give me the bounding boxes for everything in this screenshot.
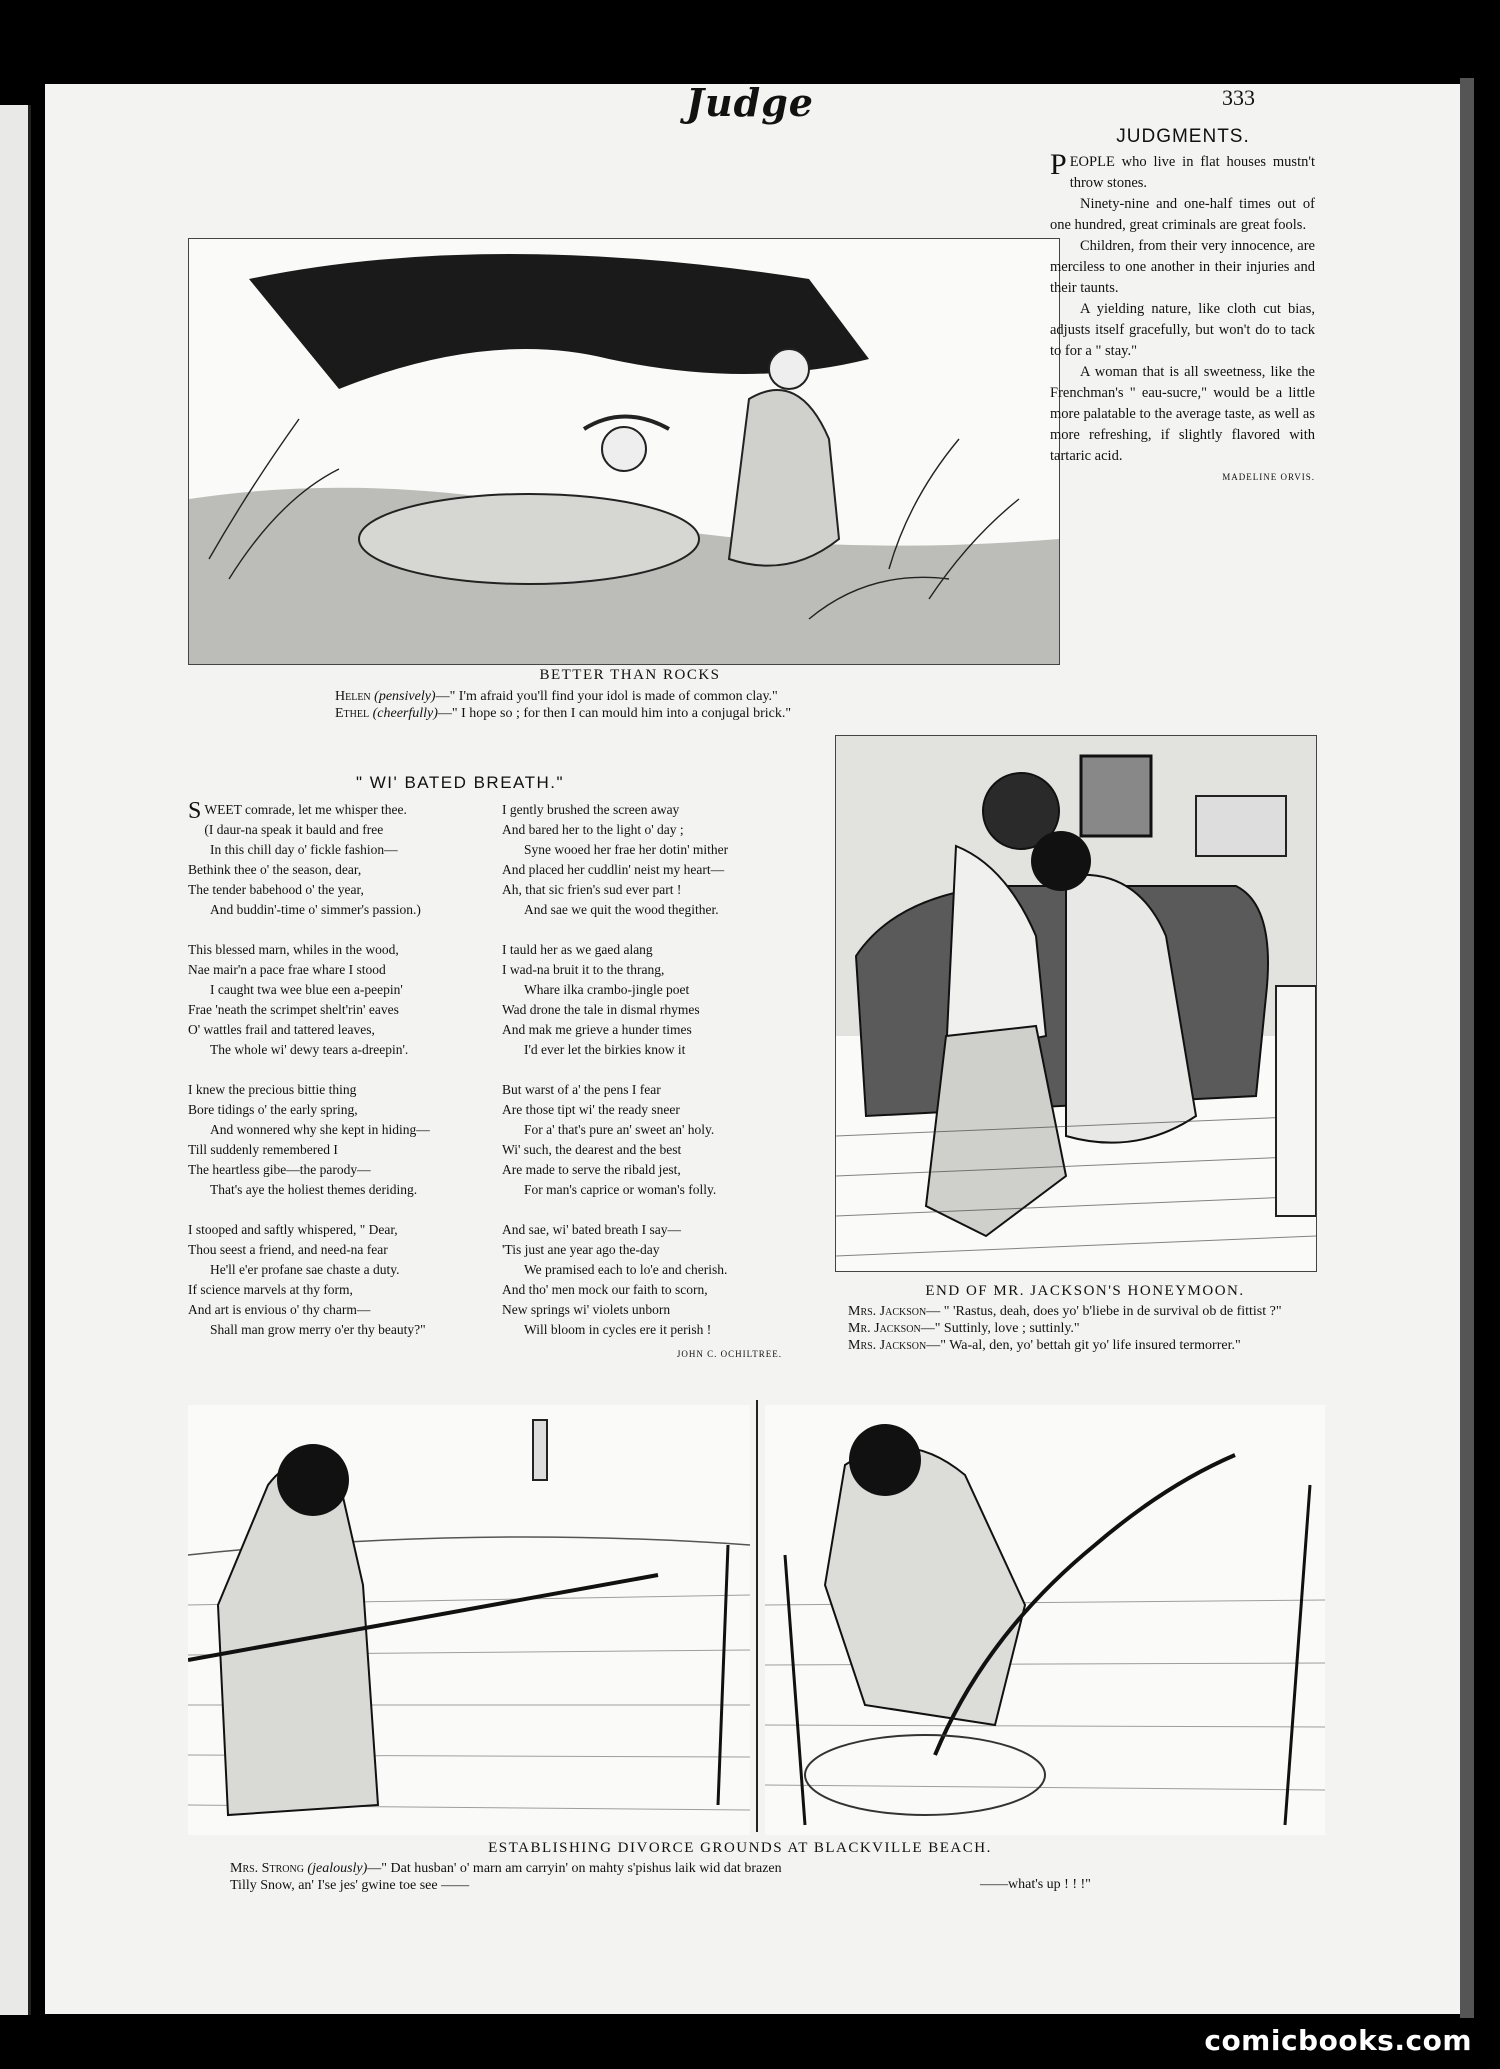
poem-stanza [188,940,488,1060]
poem-line: Thou seest a friend, and need-na fear [188,1242,388,1257]
poem-line: I stooped and saftly whispered, " Dear, [188,1222,398,1237]
poem-line: Nae mair'n a pace frae whare I stood [188,962,386,977]
poem-line: And sae, wi' bated breath I say— [502,1222,682,1237]
poem-stanza [502,1220,802,1340]
poem-line: I gently brushed the screen away [502,802,680,817]
judgments-paragraph: PEOPLE who live in flat houses mustn't throw stones. [1050,148,1315,191]
better-than-rocks-title: BETTER THAN ROCKS [539,667,721,683]
poem-line: And wonnered why she kept in hiding— [210,1122,430,1137]
beach-panel-right [765,1405,1325,1835]
poem-line: New springs wi' violets unborn [502,1302,671,1317]
poem-line: We pramised each to lo'e and cherish. [524,1262,728,1277]
dialog-line [335,688,975,705]
poem-stanza [502,800,802,920]
poem-line: I caught twa wee blue een a-peepin' [210,982,403,997]
dialog-direction: (pensively) [374,689,436,704]
honeymoon-illustration [835,735,1317,1272]
beach-dialog-left [230,1860,790,1894]
dialog-speaker: Mrs. Jackson [848,1338,927,1353]
poem-line: For man's caprice or woman's folly. [524,1182,717,1197]
drop-cap: P [1050,148,1067,181]
poem-line: O' wattles frail and tattered leaves, [188,1022,375,1037]
poem-line: But warst of a' the pens I fear [502,1082,661,1097]
dialog-speaker: Mrs. Jackson [848,1304,927,1319]
dialog-line [335,705,975,722]
poem-line: I knew the precious bittie thing [188,1082,357,1097]
poem-line: I'd ever let the birkies know it [524,1042,686,1057]
facing-page-edge [0,105,31,2015]
poem-line: And mak me grieve a hunder times [502,1022,692,1037]
judgments-paragraph: A woman that is all sweetness, like the Frenchman's " eau-sucre," would be a little more palatable to the average taste, as well as more refreshing, if slightly flavored with tartaric acid. [1050,364,1315,464]
poem-line: Wi' such, the dearest and the best [502,1142,682,1157]
better-than-rocks-illustration [188,238,1060,665]
poem-line: If science marvels at thy form, [188,1282,353,1297]
dialog-speaker: Helen [335,689,371,704]
dialog-speaker: Mrs. Strong [230,1861,304,1876]
poem-line: And placed her cuddlin' neist my heart— [502,862,725,877]
judgments-paragraph: Children, from their very innocence, are merciless to one another in their injuries and their taunts. [1050,238,1315,296]
beach-dialog-right: ——what's up ! ! !" [980,1877,1091,1892]
drop-cap: S [188,798,202,824]
poem-line: He'll e'er profane sae chaste a duty. [210,1262,400,1277]
poem-line: SWEET comrade, let me whisper thee. [188,798,407,824]
poem-line: Frae 'neath the scrimpet shelt'rin' eaves [188,1002,399,1017]
poem-line: And buddin'-time o' simmer's passion.) [210,902,421,917]
poem-line: And sae we quit the wood thegither. [524,902,719,917]
page-binding-edge [1460,78,1474,2018]
poem-line: The whole wi' dewy tears a-dreepin'. [210,1042,409,1057]
poem-line: Are those tipt wi' the ready sneer [502,1102,680,1117]
poem-line: And tho' men mock our faith to scorn, [502,1282,708,1297]
judgments-paragraph: Ninety-nine and one-half times out of one hundred, great criminals are great fools. [1050,196,1315,233]
poem-line: Bethink thee o' the season, dear, [188,862,362,877]
masthead: Judge [686,80,814,125]
poem-line: I tauld her as we gaed alang [502,942,653,957]
poem-stanza [188,800,488,920]
dialog-text: —" I hope so ; for then I can mould him into a conjugal brick." [437,706,792,721]
poem-left-column [188,800,488,1360]
poem-line: This blessed marn, whiles in the wood, [188,942,399,957]
poem-line: For a' that's pure an' sweet an' holy. [524,1122,715,1137]
dialog-text: —" Dat husban' o' marn am carryin' on mahty s'pishus laik wid dat brazen Tilly Snow, an' I'se jes' gwine toe see —— [230,1861,782,1893]
dialog-direction: (jealously) [307,1861,368,1876]
better-than-rocks-dialog [335,688,975,722]
dialog-speaker: Mr. Jackson [848,1321,921,1336]
poem-line: Ah, that sic frien's sud ever part ! [502,882,682,897]
dialog-text: —" Suttinly, love ; suttinly." [920,1321,1080,1336]
poem-stanza [502,940,802,1060]
dialog-text: — " 'Rastus, deah, does yo' b'liebe in de survival ob de fittist ?" [926,1304,1282,1319]
poem-line: Syne wooed her frae her dotin' mither [524,842,729,857]
poem-line: Till suddenly remembered I [188,1142,338,1157]
poem-line: Will bloom in cycles ere it perish ! [524,1322,712,1337]
poem-line: Are made to serve the ribald jest, [502,1162,681,1177]
dialog-line [818,1320,1328,1337]
poem-line: And bared her to the light o' day ; [502,822,684,837]
poem-line: The heartless gibe—the parody— [188,1162,371,1177]
poem-line: (I daur-na speak it bauld and free [204,822,384,837]
poem-line: The tender babehood o' the year, [188,882,364,897]
poem-right-column [502,800,802,1364]
page-number: 333 [1222,85,1255,110]
poem-title: " WI' BATED BREATH." [355,773,565,792]
judgments-signature: MADELINE ORVIS. [1222,472,1315,482]
judgments-title: JUDGMENTS. [1116,126,1250,147]
poem-line: 'Tis just ane year ago the-day [502,1242,660,1257]
poem-line: Whare ilka crambo-jingle poet [524,982,690,997]
dialog-line [818,1303,1328,1320]
poem-line: Shall man grow merry o'er thy beauty?" [210,1322,426,1337]
beach-panel-left [188,1405,750,1835]
dialog-text: —" Wa-al, den, yo' bettah git yo' life insured termorrer." [926,1338,1241,1353]
judgments-paragraph: A yielding nature, like cloth cut bias, adjusts itself gracefully, but won't do to tack to for a " stay." [1050,301,1315,359]
poem-stanza [502,1080,802,1200]
beach-title: ESTABLISHING DIVORCE GROUNDS AT BLACKVILLE BEACH. [488,1840,992,1856]
dialog-line [818,1337,1328,1354]
dialog-speaker: Ethel [335,706,370,721]
dialog-text: —" I'm afraid you'll find your idol is made of common clay." [435,689,778,704]
poem-line: Wad drone the tale in dismal rhymes [502,1002,700,1017]
judgments-body [1050,148,1315,488]
poem-line: And art is envious o' thy charm— [188,1302,371,1317]
watermark: comicbooks.com [1204,2024,1472,2057]
poem-line: Bore tidings o' the early spring, [188,1102,358,1117]
panel-divider [756,1400,758,1832]
poem-line: I wad-na bruit it to the thrang, [502,962,665,977]
poem-stanza [188,1220,488,1340]
dialog-direction: (cheerfully) [372,706,438,721]
poem-line: That's aye the holiest themes deriding. [210,1182,418,1197]
poem-signature: JOHN C. OCHILTREE. [676,1349,782,1359]
honeymoon-title: END OF MR. JACKSON'S HONEYMOON. [925,1283,1245,1299]
honeymoon-dialog [818,1303,1328,1354]
poem-line: In this chill day o' fickle fashion— [210,842,398,857]
poem-stanza [188,1080,488,1200]
